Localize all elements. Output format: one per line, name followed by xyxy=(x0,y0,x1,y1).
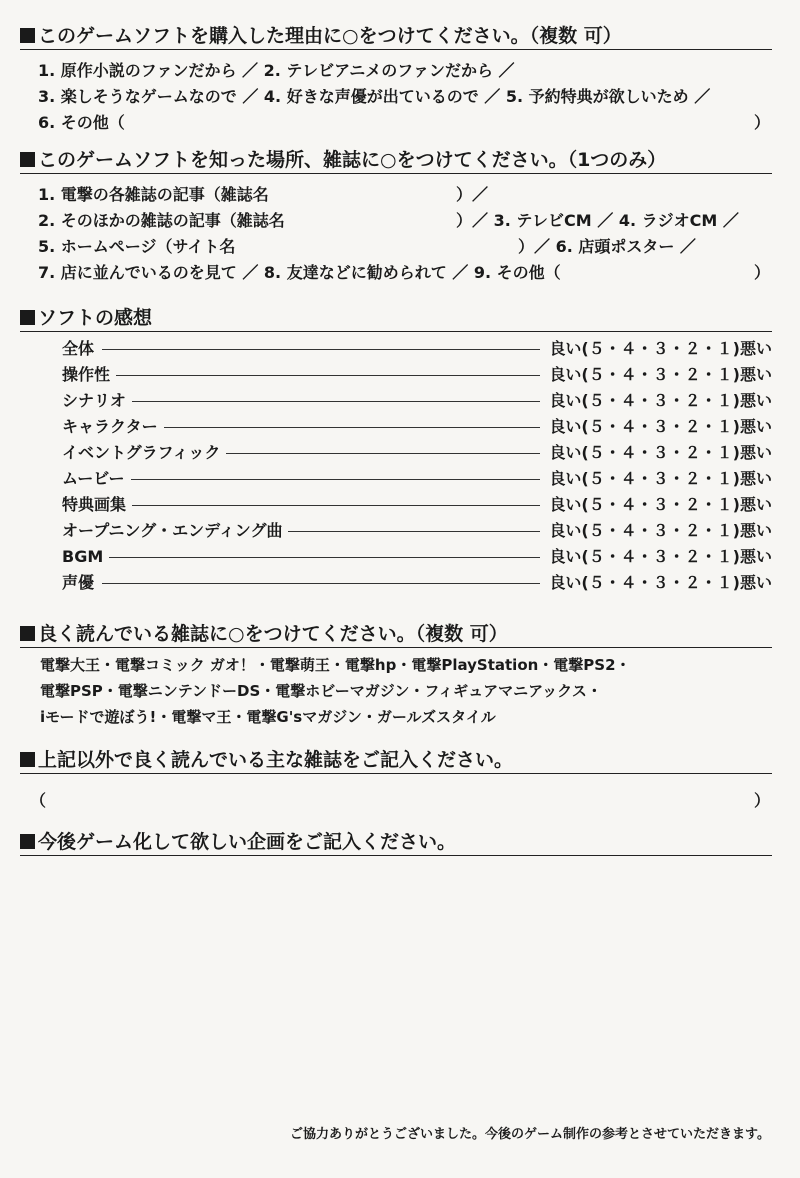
section-heading-future-games: 今後ゲーム化して欲しい企画をご記入ください。 xyxy=(20,830,772,856)
rating-scale[interactable]: 良い(５・４・３・２・１)悪い xyxy=(549,495,772,514)
leader-line xyxy=(102,349,540,350)
rating-item-label: オープニング・エンディング曲 xyxy=(62,520,288,542)
other-magazines-close-paren: ） xyxy=(753,791,770,810)
rating-row xyxy=(62,416,772,438)
rating-scale[interactable]: 良い(５・４・３・２・１)悪い xyxy=(549,417,772,436)
rating-scale[interactable]: 良い(５・４・３・２・１)悪い xyxy=(549,547,772,566)
magazine-list-line-1: 電撃大王・電撃コミック ガオ！・電撃萌王・電撃hp・電撃PlayStation・電撃PS2・ xyxy=(40,656,631,674)
source-close-paren: ） xyxy=(753,263,770,282)
section-heading-purchase-reason: このゲームソフトを購入した理由に○をつけてください。（複数 可） xyxy=(20,24,772,50)
section-heading-impressions: ソフトの感想 xyxy=(20,306,772,332)
rating-item-label: キャラクター xyxy=(62,416,164,438)
leader-line xyxy=(102,427,540,428)
rating-item-label: 操作性 xyxy=(62,364,116,386)
square-bullet-icon xyxy=(20,834,35,849)
rating-row xyxy=(62,338,772,360)
rating-row xyxy=(62,442,772,464)
rating-item-label: 全体 xyxy=(62,338,100,360)
source-line-4: 7. 店に並んでいるのを見て ／ 8. 友達などに勧められて ／ 9. その他（ xyxy=(38,263,561,282)
leader-line xyxy=(102,479,540,480)
rating-item-label: ムービー xyxy=(62,468,131,490)
reason-line-3: 6. その他（ xyxy=(38,113,125,132)
rating-scale[interactable]: 良い(５・４・３・２・１)悪い xyxy=(549,391,772,410)
leader-line xyxy=(102,557,540,558)
source-line-2: 2. そのほかの雑誌の記事（雑誌名 ）／ 3. テレビCM ／ 4. ラジオCM ／ xyxy=(38,211,739,230)
rating-row xyxy=(62,520,772,542)
source-line-3: 5. ホームページ（サイト名 ）／ 6. 店頭ポスター ／ xyxy=(38,237,696,256)
rating-row xyxy=(62,494,772,516)
rating-row xyxy=(62,390,772,412)
leader-line xyxy=(102,583,540,584)
rating-scale[interactable]: 良い(５・４・３・２・１)悪い xyxy=(549,469,772,488)
thanks-note: ご協力ありがとうございました。今後のゲーム制作の参考とさせていただきます。 xyxy=(290,1127,770,1142)
square-bullet-icon xyxy=(20,152,35,167)
rating-item-label: 特典画集 xyxy=(62,494,132,516)
rating-item-label: シナリオ xyxy=(62,390,132,412)
other-magazines-open-paren: （ xyxy=(30,791,47,810)
rating-scale[interactable]: 良い(５・４・３・２・１)悪い xyxy=(549,339,772,358)
rating-item-label: 声優 xyxy=(62,572,100,594)
magazine-list-line-3: iモードで遊ぼう!・電撃マ王・電撃G'sマガジン・ガールズスタイル xyxy=(40,708,496,726)
square-bullet-icon xyxy=(20,626,35,641)
rating-row xyxy=(62,546,772,568)
reason-line-1: 1. 原作小説のファンだから ／ 2. テレビアニメのファンだから ／ xyxy=(38,61,515,80)
rating-item-label: BGM xyxy=(62,546,109,568)
rating-row xyxy=(62,572,772,594)
rating-item-label: イベントグラフィック xyxy=(62,442,226,464)
magazine-list-line-2: 電撃PSP・電撃ニンテンドーDS・電撃ホビーマガジン・フィギュアマニアックス・ xyxy=(40,682,602,700)
rating-scale[interactable]: 良い(５・４・３・２・１)悪い xyxy=(549,365,772,384)
section-heading-magazines: 良く読んでいる雑誌に○をつけてください。（複数 可） xyxy=(20,622,772,648)
rating-row xyxy=(62,468,772,490)
leader-line xyxy=(102,401,540,402)
rating-scale[interactable]: 良い(５・４・３・２・１)悪い xyxy=(549,443,772,462)
leader-line xyxy=(102,505,540,506)
rating-row xyxy=(62,364,772,386)
section-heading-discovery-source: このゲームソフトを知った場所、雑誌に○をつけてください。（1つのみ） xyxy=(20,148,772,174)
rating-scale[interactable]: 良い(５・４・３・２・１)悪い xyxy=(549,573,772,592)
reason-line-2: 3. 楽しそうなゲームなので ／ 4. 好きな声優が出ているので ／ 5. 予約特典が欲しいため ／ xyxy=(38,87,711,106)
leader-line xyxy=(102,375,540,376)
square-bullet-icon xyxy=(20,310,35,325)
square-bullet-icon xyxy=(20,28,35,43)
source-line-1: 1. 電撃の各雑誌の記事（雑誌名 ）／ xyxy=(38,185,489,204)
rating-scale[interactable]: 良い(５・４・３・２・１)悪い xyxy=(549,521,772,540)
square-bullet-icon xyxy=(20,752,35,767)
reason-close-paren: ） xyxy=(753,113,770,132)
section-heading-other-magazines: 上記以外で良く読んでいる主な雑誌をご記入ください。 xyxy=(20,748,772,774)
